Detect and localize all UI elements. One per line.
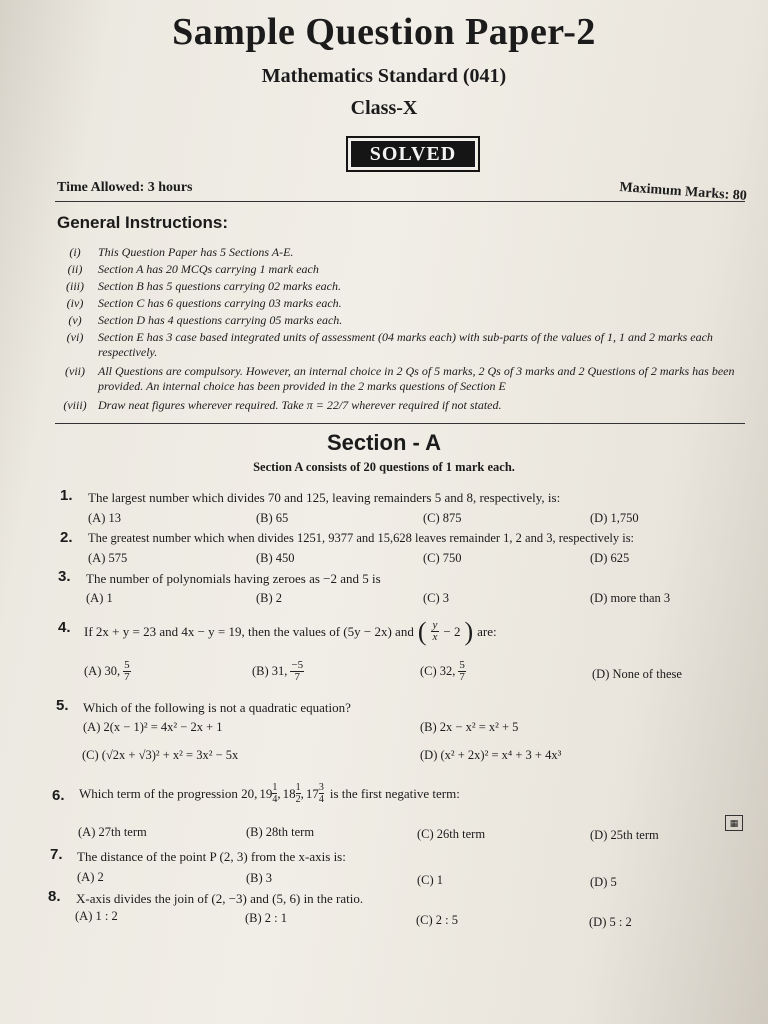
instruction-item: [58, 245, 758, 262]
question-text: The greatest number which when divides 1251, 9377 and 15,628 leaves remainder 1, 2 and 3, respectively is:: [88, 531, 635, 545]
question-text: The distance of the point P (2, 3) from the x-axis is:: [77, 849, 346, 864]
fraction: [272, 782, 277, 805]
option-d: (D) 1,750: [590, 511, 639, 525]
paper-title: Sample Question Paper-2: [172, 11, 596, 53]
fraction-denominator: 4: [318, 794, 324, 805]
solved-badge: SOLVED: [350, 140, 476, 168]
mixed-number: 18 $\frac{1}{2}$ ,: [282, 782, 304, 805]
option-a: (A) 1 : 2: [75, 909, 118, 923]
instruction-item: [58, 330, 758, 364]
instruction-item: [58, 296, 758, 313]
fraction: [290, 660, 304, 683]
question-text: [84, 616, 497, 646]
instruction-number: (i): [69, 245, 81, 259]
option-d: (D) (x² + 2x)² = x⁴ + 3 + 4x³: [420, 748, 562, 762]
question-number: 7.: [50, 846, 63, 863]
option-c: (C) 3: [423, 591, 450, 605]
option-a: (A) 13: [88, 511, 121, 525]
option-c: [420, 660, 466, 683]
question-number: 4.: [58, 619, 71, 636]
fraction-denominator: 7: [124, 671, 130, 683]
instruction-text: Section E has 3 case based integrated units of assessment (04 marks each) with sub-parts of the values of 1, 1 and 2 marks each respectively.: [98, 330, 713, 359]
fraction: [319, 782, 324, 805]
instruction-number: (v): [68, 313, 82, 327]
option-c: (C) 875: [423, 511, 462, 525]
option-a: (A) 2: [77, 870, 104, 884]
fraction-numerator: 1: [295, 782, 301, 793]
option-a: (A) 1: [86, 591, 113, 605]
instruction-number: (viii): [63, 398, 87, 412]
question-text: Which of the following is not a quadratic equation?: [83, 700, 351, 715]
question-text-part: If 2x + y = 23 and 4x − y = 19, then the values of (5y − 2x) and: [84, 623, 414, 639]
question-text: X-axis divides the join of (2, −3) and (5, 6) in the ratio.: [76, 891, 364, 906]
instructions-list: [58, 245, 758, 415]
question-number: 6.: [52, 787, 65, 804]
instruction-number: (vi): [66, 330, 84, 344]
question-text-part: − 2: [443, 623, 461, 639]
question-number: 1.: [60, 487, 73, 504]
option-b: (B) 2 : 1: [245, 911, 288, 925]
fraction-numerator: 1: [272, 782, 278, 793]
instruction-number: (ii): [67, 262, 83, 276]
instruction-text: All Questions are compulsory. However, an internal choice in 2 Qs of 5 marks, 2 Qs of 3 marks and 2 Questions of 2 marks has been provided. An internal choice has been provided in the 2 marks questions of Section E: [98, 364, 735, 393]
answer-marker-icon: ▦: [725, 815, 743, 831]
option-c: (C) 1: [417, 873, 444, 887]
option-b: (B) 65: [256, 511, 289, 525]
option-c: (C) (√2x + √3)² + x² = 3x² − 5x: [82, 748, 239, 762]
option-b: (B) 3: [246, 871, 273, 885]
whole-part: 19: [259, 785, 273, 801]
fraction-numerator: 5: [459, 659, 465, 671]
question-number: 2.: [60, 529, 73, 546]
question-text-part: is the first negative term:: [329, 785, 460, 801]
instruction-number: (vii): [65, 364, 85, 378]
instruction-item: [58, 398, 758, 415]
mixed-number: [306, 782, 324, 805]
option-a: (A) 575: [88, 551, 128, 565]
fraction-numerator: 5: [124, 659, 130, 671]
fraction: [431, 620, 440, 643]
fraction-numerator: 3: [318, 782, 324, 793]
option-label: (B) 31,: [252, 664, 288, 678]
option-c: (C) 2 : 5: [416, 913, 459, 927]
option-d: (D) 625: [590, 551, 630, 565]
time-allowed: Time Allowed: 3 hours: [57, 180, 193, 195]
paren-left: (: [417, 616, 427, 646]
option-d: (D) 5: [590, 875, 617, 889]
option-b: (B) 2x − x² = x² + 5: [420, 720, 519, 734]
instruction-text: Section C has 6 questions carrying 03 marks each.: [98, 296, 342, 310]
question-number: 8.: [48, 888, 61, 905]
fraction: [123, 660, 131, 683]
option-label: (C) 32,: [420, 664, 456, 678]
option-a: [84, 660, 131, 683]
instruction-number: (iv): [66, 296, 84, 310]
maximum-marks: Maximum Marks: 80: [618, 180, 748, 204]
fraction-denominator: 7: [459, 671, 465, 683]
option-b: (B) 2: [256, 591, 283, 605]
fraction-denominator: 4: [272, 794, 278, 805]
instructions-heading: General Instructions:: [57, 213, 228, 232]
question-text: The number of polynomials having zeroes as −2 and 5 is: [86, 571, 381, 586]
fraction-denominator: 2: [295, 794, 301, 805]
option-c: (C) 750: [423, 551, 462, 565]
instruction-text: Section D has 4 questions carrying 05 marks each.: [98, 313, 343, 327]
question-text: The largest number which divides 70 and 125, leaving remainders 5 and 8, respectively, is:: [88, 490, 561, 505]
instructions-divider: [55, 423, 745, 424]
option-d: (D) None of these: [592, 667, 682, 681]
paper-subtitle: Mathematics Standard (041): [261, 65, 507, 87]
instruction-item: [58, 262, 758, 279]
fraction-denominator: 7: [294, 671, 301, 683]
option-a: (A) 27th term: [78, 825, 147, 839]
header-divider: [55, 201, 745, 202]
question-text-part: are:: [477, 623, 497, 639]
option-b: (B) 450: [256, 551, 295, 565]
question-number: 5.: [56, 697, 69, 714]
section-title: Section - A: [326, 430, 442, 455]
option-label: (A) 30,: [84, 664, 121, 678]
fraction-numerator: −5: [291, 659, 304, 671]
question-number: 3.: [58, 568, 71, 585]
instruction-text: Section A has 20 MCQs carrying 1 mark each: [98, 262, 319, 276]
option-d: (D) 5 : 2: [589, 915, 632, 929]
fraction-denominator: x: [432, 631, 438, 643]
question-text-part: Which term of the progression 20,: [79, 785, 258, 801]
mixed-number: 19 $\frac{1}{4}$ ,: [259, 782, 281, 805]
instruction-item: [58, 279, 758, 296]
fraction: [458, 660, 466, 683]
whole-part: 18: [282, 785, 296, 801]
option-d: (D) 25th term: [590, 828, 659, 842]
instruction-text: This Question Paper has 5 Sections A-E.: [98, 245, 294, 259]
option-b: (B) 28th term: [246, 825, 315, 839]
whole-part: 17: [305, 785, 319, 801]
instruction-item: [58, 313, 758, 330]
fraction-numerator: y: [432, 619, 438, 631]
option-b: [252, 660, 304, 683]
fraction: [296, 782, 301, 805]
instruction-text: Draw neat figures wherever required. Take π = 22/7 wherever required if not stated.: [98, 398, 502, 412]
instruction-item: [58, 364, 758, 398]
option-c: (C) 26th term: [417, 827, 486, 841]
option-d: (D) more than 3: [590, 591, 671, 605]
paren-right: ): [464, 616, 474, 646]
instruction-number: (iii): [66, 279, 84, 293]
option-a: (A) 2(x − 1)² = 4x² − 2x + 1: [83, 720, 223, 734]
instruction-text: Section B has 5 questions carrying 02 marks each.: [98, 279, 341, 293]
class-label: Class-X: [350, 97, 418, 119]
question-text: [79, 782, 460, 805]
section-subtitle: Section A consists of 20 questions of 1 mark each.: [253, 460, 515, 474]
